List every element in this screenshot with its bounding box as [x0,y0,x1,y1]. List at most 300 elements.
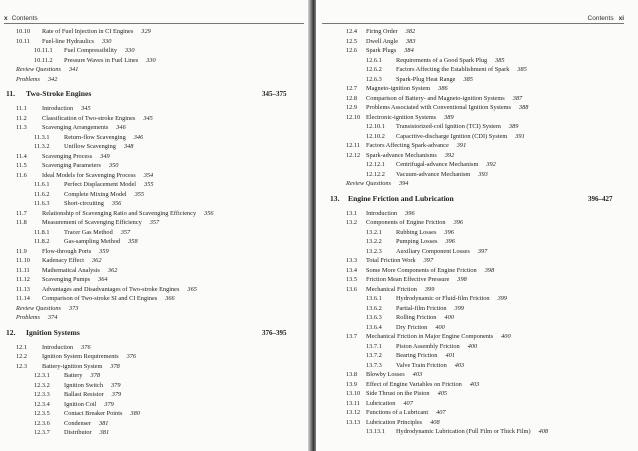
toc-left [0,27,310,438]
section-number: 12.3.4 [34,400,50,408]
section-title-text: Vacuum-advance Mechanism [396,170,471,178]
page-ref: 379 [111,391,122,398]
chapter-heading [316,189,638,209]
section-title [396,170,488,180]
section-title [396,132,525,142]
section-title [64,390,121,400]
section-title-text: Magneto-ignition System [366,85,431,92]
section-title [64,180,154,190]
page-ref: 408 [538,428,549,435]
section-title [366,46,414,56]
page-ref: 384 [404,47,414,54]
section-title-text: Rate of Fuel Injection in CI Engines [42,28,134,35]
section-title-text: Side Thrust on the Piston [366,390,430,397]
toc-entry [0,46,310,56]
section-number: 13.2 [346,219,358,226]
section-number: 13.7.1 [366,342,382,350]
section-title [16,65,78,75]
section-title [42,171,153,181]
running-head-right: Contents [587,15,614,22]
page-ref: 394 [398,180,409,187]
section-title-text: Review Questions [346,180,391,187]
section-title-text: Problems [16,75,40,83]
toc-entry [316,285,638,295]
section-number: 11.3.2 [34,143,50,150]
section-title [366,218,463,228]
section-number: 13.11 [346,399,360,407]
page-ref: 400 [501,333,511,340]
section-number: 11.3.1 [34,133,50,141]
page-ref: 345 [81,105,91,112]
page-ref: 400 [435,323,445,331]
section-title [64,400,114,410]
toc-entry [316,141,638,151]
section-number: 13.7 [346,333,358,340]
section-title-text: Measurement of Scavenging Efficiency [42,219,142,226]
section-number: 11.8.1 [34,228,50,236]
section-title-text: Auxiliary Component Losses [396,247,470,255]
section-title [42,275,108,285]
toc-entry [0,190,310,200]
toc-entry [316,37,638,47]
section-title-text: Fuel-line Hydraulics [42,37,94,45]
section-number: 12.6.2 [366,66,382,73]
section-title-text: Flow-through Ports [42,247,92,255]
page-number-right: xi [618,15,624,22]
section-title [16,304,78,314]
section-title [64,56,156,66]
section-number: 13.3 [346,257,358,264]
page-ref: 405 [437,390,448,397]
section-title [64,409,140,419]
section-title [396,304,464,314]
section-number: 13.6.1 [366,295,382,302]
section-title [396,323,445,333]
left-page-header [4,15,38,22]
section-number: 11.13 [16,285,30,293]
page-ref: 399 [424,285,435,293]
header-rule-left [4,23,304,24]
section-number: 12.12.2 [366,170,385,178]
page-ref: 380 [130,410,140,417]
section-title [42,285,197,295]
section-number: 13.2.1 [366,228,382,236]
section-title-text: Ignition Coil [64,400,97,408]
section-title [42,152,110,162]
toc-entry [316,370,638,380]
section-title [396,75,473,85]
page-ref: 381 [99,429,110,436]
left-page [0,0,310,451]
page-ref: 345 [143,114,153,122]
section-title-text: Partial-film Friction [396,304,447,312]
section-title [366,27,415,37]
toc-entry [316,342,638,352]
section-title-text: Bearing Friction [396,352,438,359]
section-number: 10.10 [16,28,31,35]
section-title-text: Complete Mixing Model [64,190,127,198]
section-title-text: Transistorized-coil Ignition (TCI) System [396,123,501,130]
section-title-text: Comparison of Battery- and Magneto-ignition Systems [366,94,505,102]
toc-entry [316,247,638,257]
section-title [42,161,118,171]
section-title [366,380,479,390]
toc-entry [0,390,310,400]
section-title [366,209,415,219]
section-number: 12.12.1 [366,161,385,168]
section-title-text: Scavenging Process [42,152,93,160]
section-title [64,371,100,381]
page-ref: 379 [104,400,114,408]
toc-entry [0,56,310,66]
toc-entry [0,381,310,391]
page-ref: 381 [98,419,109,427]
section-title-text: Rubbing Losses [396,228,437,236]
section-title [64,381,120,391]
section-number: 12.1 [16,343,28,351]
page-ref: 376 [126,353,137,360]
section-title-text: Tracer Gas Method [64,228,113,236]
toc-right [316,27,638,437]
toc-entry [0,199,310,209]
page-ref: 385 [517,66,527,73]
section-number: 12.10.1 [366,123,385,130]
toc-entry [0,123,310,133]
section-number: 13.7.3 [366,361,382,369]
page-ref: 389 [444,113,454,121]
section-title-text: Advantages and Disadvantages of Two-stroke Engines [42,285,180,293]
section-title [366,370,422,380]
section-title-text: Hydrodynamic or Fluid-film Friction [396,295,490,302]
section-title-text: Friction Mean Effective Pressure [366,276,450,283]
section-title-text: Comparison of Two-stroke SI and CI Engines [42,295,158,302]
section-title [396,351,455,361]
section-title [366,37,415,47]
section-title [366,408,446,418]
section-number: 13.1 [346,209,358,217]
page-ref: 398 [484,266,495,274]
toc-entry [316,75,638,85]
section-title [26,84,91,104]
section-title-text: Some More Components of Engine Friction [366,266,477,274]
page-ref: 392 [444,151,455,159]
section-number: 13.6.3 [366,314,382,321]
toc-entry [316,132,638,142]
section-title-text: Functions of a Lubricant [366,409,429,416]
page-ref: 397 [477,247,488,255]
section-title [366,113,454,123]
page-ref: 385 [463,75,473,83]
section-number: 13.6 [346,285,358,293]
end-matter-entry [0,313,310,323]
toc-entry [316,237,638,247]
section-number: 11.2 [16,114,27,122]
section-number: 12.9 [346,104,358,111]
section-title [42,218,159,228]
section-title [366,256,433,266]
section-number: 12.3 [16,362,28,370]
page-ref: 397 [423,257,434,264]
page-ref: 386 [438,85,448,92]
section-title [366,332,511,342]
page-ref: 403 [412,371,423,378]
section-title-text: Mechanical Friction [366,285,417,293]
toc-entry [0,266,310,276]
section-title [366,275,467,285]
toc-entry [316,122,638,132]
page-ref: 399 [454,304,464,312]
page-ref: 330 [146,56,156,64]
page-ref: 346 [133,133,144,141]
toc-entry [316,113,638,123]
page-ref: 398 [457,276,467,283]
section-title-text: Distributor [64,429,92,436]
page-ref: 376 [81,343,91,351]
section-number: 12.6.3 [366,75,382,83]
section-title [42,37,111,47]
toc-entry [316,313,638,323]
toc-entry [0,294,310,304]
toc-entry [0,419,310,429]
section-number: 12.3.2 [34,381,50,389]
section-number: 13.4 [346,266,358,274]
toc-entry [316,209,638,219]
section-number: 11.14 [16,295,30,302]
toc-entry [316,323,638,333]
section-title [366,266,494,276]
toc-entry [0,285,310,295]
section-title-text: Gas-sampling Method [64,238,121,245]
page-ref: 359 [99,247,109,255]
section-number: 12.6 [346,47,358,54]
toc-entry [316,361,638,371]
page-ref: 407 [436,409,446,416]
section-title [396,427,548,437]
page-ref: 341 [68,66,79,73]
section-number: 11.6 [16,171,27,179]
toc-entry [316,351,638,361]
page-ref: 366 [165,295,175,302]
section-title [396,65,527,75]
section-number: 13.9 [346,380,358,388]
section-number: 11.6.3 [34,200,50,207]
toc-entry [316,27,638,37]
toc-entry [0,104,310,114]
page-ref: 400 [444,314,454,321]
page-ref: 401 [445,352,455,359]
page-ref: 357 [120,228,131,236]
toc-entry [0,256,310,266]
section-title-text: Centrifugal-advance Mechanism [396,161,479,168]
section-number: 12.10.2 [366,132,385,140]
page-ref: 378 [110,362,120,370]
section-title-text: Capacitive-discharge Ignition (CDI) System [396,132,508,140]
section-title [42,256,101,266]
section-title [26,323,80,343]
section-title-text: Pumping Losses [396,238,438,245]
page-ref: 396 [444,228,454,236]
section-title-text: Problems [16,314,40,321]
section-title-text: Ideal Models for Scavenging Process [42,171,136,179]
section-title [396,361,464,371]
toc-entry [0,209,310,219]
page-ref: 356 [111,200,122,207]
page-ref: 358 [128,238,138,245]
section-title-text: Pressure Waves in Fuel Lines [64,56,139,64]
section-title [42,362,120,372]
toc-entry [316,304,638,314]
section-title [366,285,434,295]
section-number: 12.2 [16,353,28,360]
section-title-text: Spark-advance Mechanisms [366,151,437,159]
page-ref: 364 [98,276,108,283]
section-number: 13.13.1 [366,428,385,435]
section-title [42,352,136,362]
toc-entry [0,37,310,47]
section-title-text: Review Questions [16,66,61,73]
section-number: 12.5 [346,37,358,45]
section-number: 12.3.1 [34,372,50,379]
section-title-text: Introduction [42,343,74,351]
section-title-text: Components of Engine Friction [366,219,446,226]
section-title-text: Classification of Two-stroke Engines [42,114,136,122]
section-title [42,247,109,257]
section-title-text: Factors Affecting Spark-advance [366,142,449,149]
section-number: 11.12 [16,276,30,283]
section-number: 10.11.1 [34,47,53,54]
section-title [366,84,448,94]
page-ref: 382 [405,28,416,35]
section-title [64,228,130,238]
section-number: 11.6.2 [34,190,50,198]
toc-entry [0,171,310,181]
section-title-text: Mechanical Friction in Major Engine Components [366,333,494,340]
page-ref: 403 [469,380,480,388]
section-title [396,313,454,323]
section-title-text: Total Friction Work [366,257,416,264]
page-ref: 396 [453,219,464,226]
section-number: 13.5 [346,276,358,283]
section-title [42,209,214,219]
section-title-text: Blowby Losses [366,371,405,378]
section-title-text: Ignition Systems [26,327,80,337]
page-ref: 403 [454,361,465,369]
page-ref: 407 [403,399,413,407]
toc-entry [316,380,638,390]
page-ref: 391 [456,142,467,149]
toc-entry [316,218,638,228]
section-number: 12.3.6 [34,419,50,427]
section-title [366,389,447,399]
section-title [366,399,413,409]
section-title-text: Problems Associated with Conventional Ignition Systems [366,104,511,111]
section-title [64,419,108,429]
section-title-text: Rolling Friction [396,314,437,321]
page-ref: 408 [430,418,440,426]
page-ref: 379 [111,381,121,389]
section-title-text: Fuel Compressibility [64,47,118,54]
end-matter-entry [0,75,310,85]
page-ref: 356 [204,209,214,217]
section-title [366,151,454,161]
section-number: 12.4 [346,28,358,35]
section-number: 12.3.3 [34,391,50,398]
section-title-text: Battery-ignition System [42,362,103,370]
section-title-text: Condenser [64,419,91,427]
section-number: 12.11 [346,142,360,149]
section-title-text: Introduction [42,105,74,112]
section-number: 11.7 [16,209,27,217]
toc-entry [316,427,638,437]
chapter-page-range: 396–427 [588,194,613,203]
toc-entry [316,46,638,56]
section-number: 11.10 [16,257,30,264]
section-number: 11.5 [16,162,27,169]
section-title-text: Scavenging Parameters [42,162,101,169]
section-title-text: Perfect Displacement Model [64,181,137,188]
toc-entry [316,294,638,304]
section-number: 11.9 [16,247,27,255]
toc-entry [0,228,310,238]
section-title-text: Ignition System Requirements [42,353,119,360]
section-title-text: Kadenacy Effect [42,257,85,264]
page-ref: 392 [486,161,496,168]
section-title [16,75,57,85]
section-title-text: Return-flow Scavenging [64,133,126,141]
page-ref: 378 [90,372,100,379]
section-title-text: Ignition Switch [64,381,104,389]
section-title-text: Hydrodynamic Lubrication (Full Film or Thick Film) [396,428,531,435]
toc-entry [0,371,310,381]
section-title [396,342,477,352]
section-title [42,114,153,124]
section-number: 13.10 [346,390,361,397]
section-title-text: Effect of Engine Variables on Friction [366,380,462,388]
toc-entry [0,161,310,171]
section-title-text: Battery [64,372,83,379]
section-number: 10.11 [16,37,30,45]
toc-entry [0,275,310,285]
page-ref: 350 [108,162,119,169]
section-title-text: Valve Train Friction [396,361,447,369]
section-title [396,56,505,66]
toc-entry [316,151,638,161]
section-number: 12. [6,327,16,337]
page-ref: 391 [515,132,525,140]
section-title-text: Requirements of a Good Spark Plug [396,56,488,64]
section-number: 12.10 [346,113,361,121]
section-number: 12.12 [346,151,361,159]
page-ref: 373 [68,304,79,312]
page-ref: 396 [445,238,455,245]
section-number: 13.6.4 [366,323,382,331]
right-page-header [588,15,624,22]
section-title-text: Electronic-ignition Systems [366,113,437,121]
toc-entry [0,114,310,124]
toc-entry [316,256,638,266]
section-number: 13.6.2 [366,304,382,312]
page-ref: 385 [495,56,505,64]
section-title [64,237,138,247]
toc-entry [316,228,638,238]
section-title-text: Scavenging Pumps [42,276,91,283]
section-title-text: Firing Order [366,28,398,35]
page-ref: 388 [519,104,529,111]
toc-entry [316,84,638,94]
section-title-text: Scavenging Arrangements [42,124,109,131]
section-title-text: Contact Breaker Points [64,410,123,417]
section-title [396,294,507,304]
